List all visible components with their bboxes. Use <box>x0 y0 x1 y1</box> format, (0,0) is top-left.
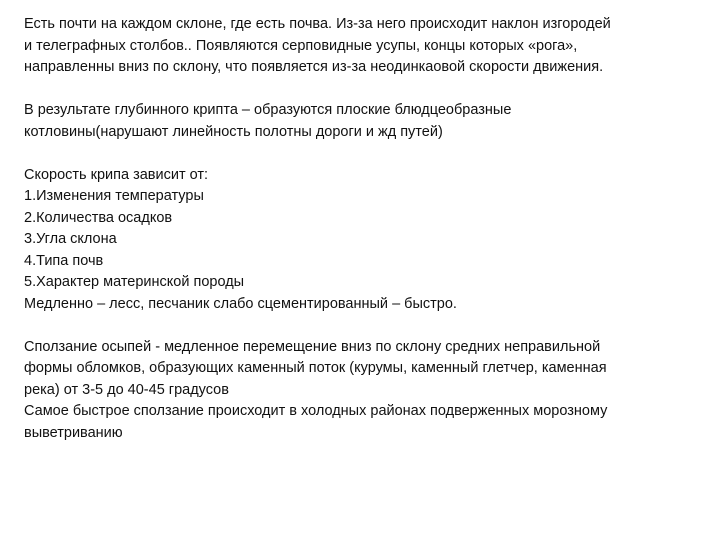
text-line: Медленно – лесс, песчаник слабо сцементированный – быстро. <box>24 295 457 312</box>
text-line: В результате глубинного крипта – образуются плоские блюдцеобразные <box>24 102 512 118</box>
list-item: 3.Угла склона <box>24 231 117 247</box>
list-item: 4.Типа почв <box>24 252 104 269</box>
text-line: выветриванию <box>24 424 123 441</box>
text-line: Скорость крипа зависит от: <box>24 166 209 183</box>
text-line: Есть почти на каждом склоне, где есть почва. Из-за него происходит наклон изгородей <box>24 16 611 32</box>
text-line: и телеграфных столбов.. Появляются серповидные усупы, концы которых «рога», <box>24 37 578 54</box>
text-line: формы обломков, образующих каменный поток (курумы, каменный глетчер, каменная <box>24 360 607 376</box>
paragraph-scree-sliding <box>24 337 704 445</box>
paragraph-deep-creep <box>24 100 704 143</box>
paragraph-creep-description <box>24 14 704 79</box>
list-item: 2.Количества осадков <box>24 209 173 226</box>
list-item: 5.Характер материнской породы <box>24 274 245 290</box>
text-line: река) от 3-5 до 40-45 градусов <box>24 381 229 398</box>
text-line: котловины(нарушают линейность полотны дороги и жд путей) <box>24 123 443 140</box>
text-line: Самое быстрое сползание происходит в холодных районах подверженных морозному <box>24 403 608 419</box>
text-line: Сползание осыпей - медленное перемещение вниз по склону средних неправильной <box>24 338 601 355</box>
text-line: направленны вниз по склону, что появляется из-за неодинкаовой скорости движения. <box>24 59 604 75</box>
text-body <box>24 14 704 466</box>
list-item: 1.Изменения температуры <box>24 188 204 204</box>
paragraph-creep-factors <box>24 165 704 316</box>
